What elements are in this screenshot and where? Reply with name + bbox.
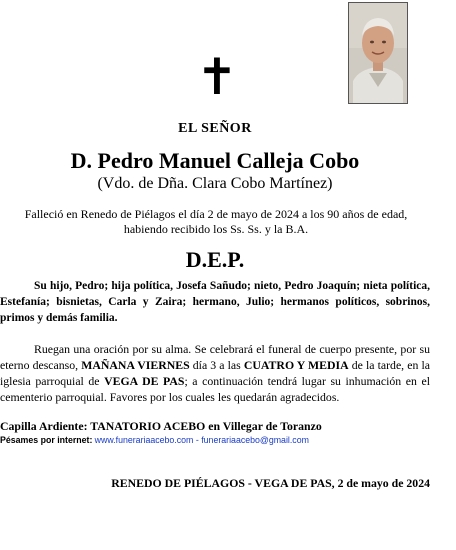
closing-place-date: RENEDO DE PIÉLAGOS - VEGA DE PAS, 2 de mayo de 2024 [111, 476, 430, 490]
family-paragraph: Su hijo, Pedro; hija política, Josefa Sañudo; nieto, Pedro Joaquín; nieta política, Estefanía; bisnietas, Carla y Zaira; hermano, Julio; hermanos políticos, sobrinos, primos y demás familia. [0, 280, 430, 324]
cross-icon: ✝ [196, 48, 238, 106]
service-paragraph [0, 341, 430, 405]
service-text-3: de la tarde, en la iglesia parroquial de [0, 358, 430, 388]
condolences-label: Pésames por internet: [0, 435, 93, 445]
service-text-1: Ruegan una oración por su alma. Se celebrará el funeral de cuerpo presente, por su eterno descanso, [0, 342, 430, 372]
death-notice-line-2: habiendo recibido los Ss. Ss. y la B.A. [123, 222, 309, 236]
honorific-title: EL SEÑOR [178, 121, 252, 136]
deceased-name: D. Pedro Manuel Calleja Cobo [70, 148, 360, 173]
service-day: MAÑANA VIERNES [81, 358, 190, 372]
service-text-4: ; a continuación tendrá lugar su inhumación en el cementerio parroquial. Favores por los cuales les quedarán agradecidos. [0, 374, 430, 404]
service-time: CUATRO Y MEDIA [243, 358, 349, 372]
portrait-photo [348, 2, 408, 104]
service-place: VEGA DE PAS [104, 374, 185, 388]
death-notice-line-1: Falleció en Renedo de Piélagos el día 2 de mayo de 2024 a los 90 años de edad, [24, 207, 408, 221]
condolences-line [0, 435, 309, 445]
dep-heading: D.E.P. [185, 247, 245, 272]
chapel-info: Capilla Ardiente: TANATORIO ACEBO en Villegar de Toranzo [0, 419, 322, 433]
website-link[interactable]: www.funerariaacebo.com [94, 435, 194, 445]
service-text-2: día 3 a las [189, 358, 244, 372]
condolences-separator: - [193, 435, 202, 445]
portrait-image [349, 3, 407, 103]
death-notice [0, 207, 432, 237]
email-link[interactable]: funerariaacebo@gmail.com [201, 435, 309, 445]
widow-note: (Vdo. de Dña. Clara Cobo Martínez) [97, 175, 333, 192]
